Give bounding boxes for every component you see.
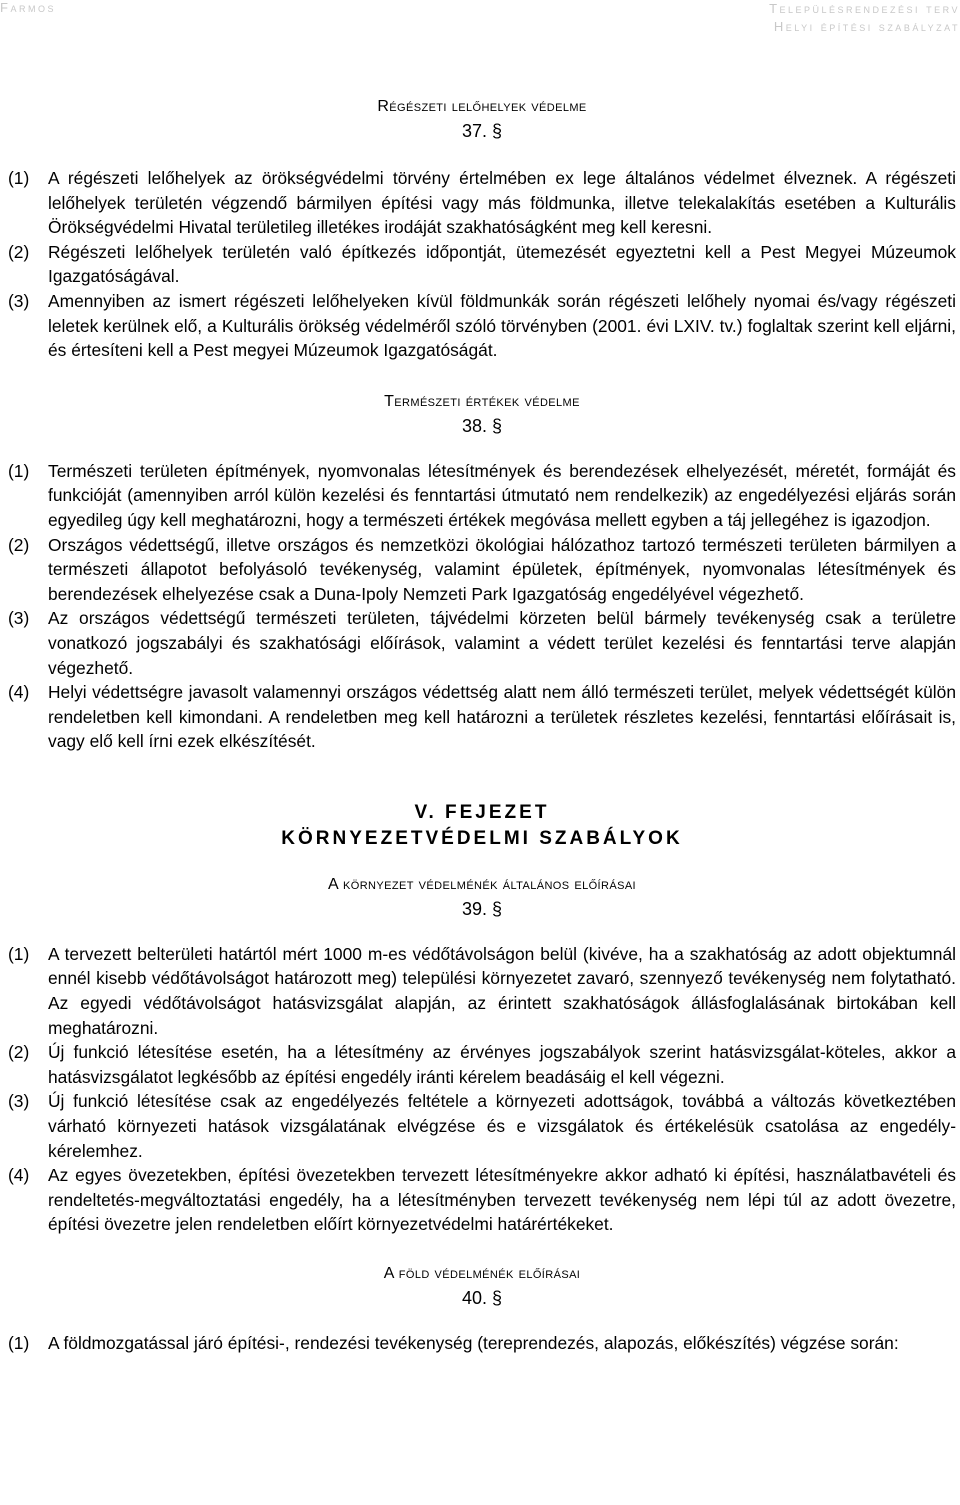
paragraph-text: Országos védettségű, illetve országos és nemzetközi ökológiai hálózathoz tartozó természeti területen bármilyen a természeti állapotot befolyásoló tevékenység, valamint épületek, építmények, nyomvonalas létesítmények és berendezések elhelyezése csak a Duna-Ipoly Nemzeti Park Igazgatóság engedélyével végezhető. xyxy=(48,534,956,604)
section-title-37: Régészeti lelőhelyek védelme xyxy=(377,98,587,115)
paragraph-38-3 xyxy=(8,606,956,680)
running-header-title: Településrendezési terv xyxy=(769,1,960,16)
paragraph-number: (4) xyxy=(8,682,30,703)
paragraph-37-2 xyxy=(8,240,956,289)
running-header-right xyxy=(769,0,960,34)
paragraph-number: (1) xyxy=(8,943,30,964)
section-title-40: A föld védelménék előírásai xyxy=(383,1265,581,1282)
section-number-38: 38. § xyxy=(461,415,503,436)
running-header-subtitle: Helyi építési szabályzat xyxy=(773,19,960,34)
section-title-38: Természeti értékek védelme xyxy=(384,392,580,410)
chapter-number: V. FEJEZET xyxy=(414,801,550,823)
paragraph-text: A régészeti lelőhelyek az örökségvédelmi törvény értelmében ex lege általános védelmet élveznek. A régészeti lelőhelyek területén végzendő bármilyen építési vagy más földmunka, illetve telekalakítás esetében a Kulturális Örökségvédelmi Hivatal területileg illetékes irodáját szakhatóságként meg kell keresni. xyxy=(48,168,956,238)
paragraph-37-3 xyxy=(8,289,956,363)
paragraph-39-4 xyxy=(8,1163,956,1237)
chapter-title: KÖRNYEZETVÉDELMI SZABÁLYOK xyxy=(281,827,683,849)
paragraph-text: Az országos védettségű természeti területen, tájvédelmi körzeten belül bármely tevékenység csak a területre vonatkozó jogszabályi és szakhatósági előírások, valamint a védett terület kezelési és fenntartási terve alapján végezhető. xyxy=(48,608,956,678)
document-body xyxy=(8,96,956,1356)
paragraph-39-3 xyxy=(8,1089,956,1163)
paragraph-text: Helyi védettségre javasolt valamennyi országos védettség alatt nem álló természeti terület, melyek védettségét külön rendeletben kell kimondani. A rendeletben meg kell határozni a területek részletes kezelési, fenntartási előírásait is, vagy elő kell írni ezek elkészítését. xyxy=(48,682,956,752)
paragraph-number: (1) xyxy=(8,460,30,481)
section-number-39: 39. § xyxy=(461,898,503,919)
paragraph-number: (3) xyxy=(8,1091,30,1112)
section-number-37: 37. § xyxy=(461,121,503,141)
section-title-39: A környezet védelménék általános előírásai xyxy=(327,875,637,893)
paragraph-number: (2) xyxy=(8,241,30,262)
paragraph-text: Új funkció létesítése esetén, ha a létesítmény az érvényes jogszabályok szerint hatásvizsgálat-köteles, akkor a hatásvizsgálatot legkésőbb az építési engedély iránti kérelem beadásáig el kell végezni. xyxy=(48,1042,956,1087)
paragraph-number: (3) xyxy=(8,608,30,629)
paragraph-38-1 xyxy=(8,459,956,533)
section-number-40: 40. § xyxy=(461,1288,503,1308)
paragraph-text: Új funkció létesítése csak az engedélyezés feltétele a környezeti adottságok, továbbá a változás következtében várható környezeti hatások vizsgálatának elvégzése és e vizsgálatok és értékelésük csatolása az engedély-kérelemhez. xyxy=(48,1091,956,1161)
paragraph-text: Természeti területen építmények, nyomvonalas létesítmények és berendezések elhelyezését, méretét, formáját és funkcióját (amennyiben arról külön kezelési és fenntartási útmutató nem rendelkezik) az engedélyezési eljárás során egyedileg úgy kell meghatározni, hogy a természeti értékek megóvása mellett egyben a táj jellegéhez is igazodjon. xyxy=(48,460,956,530)
paragraph-text: Régészeti lelőhelyek területén való építkezés időpontját, ütemezését egyeztetni kell a Pest Megyei Múzeumok Igazgatóságával. xyxy=(48,241,956,287)
paragraph-number: (2) xyxy=(8,534,30,555)
running-header-left: Farmos xyxy=(0,0,56,15)
paragraph-38-4 xyxy=(8,680,956,754)
paragraph-37-1 xyxy=(8,166,956,240)
paragraph-39-2 xyxy=(8,1040,956,1089)
paragraph-number: (2) xyxy=(8,1042,30,1063)
paragraph-40-1 xyxy=(8,1331,956,1356)
paragraph-number: (3) xyxy=(8,290,30,311)
paragraph-text: A tervezett belterületi határtól mért 1000 m-es védőtávolságon belül (kivéve, ha a szakhatóság az adott objektumnál ennél kisebb védőtávolságot határozott meg) települési környezetet zavaró, szennyező tevékenység nem folytatható. Az egyedi védőtávolságot hatásvizsgálat alapján, az érintett szakhatóságok állásfoglalásának birtokában kell meghatározni. xyxy=(48,943,956,1038)
paragraph-text: Az egyes övezetekben, építési övezetekben tervezett létesítményekre akkor adható ki építési, használatbavételi és rendeltetés-megváltoztatási engedély, ha a létesítményben tervezett tevékenység nem lépi túl az adott övezetre, építési övezetre jelen rendeletben előírt környezetvédelmi határértékeket. xyxy=(48,1165,956,1235)
paragraph-39-1 xyxy=(8,942,956,1040)
paragraph-38-2 xyxy=(8,533,956,607)
paragraph-text: A földmozgatással járó építési-, rendezési tevékenység (tereprendezés, alapozás, előkészítés) végzése során: xyxy=(48,1333,899,1353)
paragraph-text: Amennyiben az ismert régészeti lelőhelyeken kívül földmunkák során régészeti lelőhely nyomai és/vagy régészeti leletek kerülnek elő, a Kulturális örökség védelméről szóló törvényben (2001. évi LXIV. tv.) foglaltak szerint kell eljárni, és értesíteni kell a Pest megyei Múzeumok Igazgatóságát. xyxy=(48,290,956,361)
paragraph-number: (1) xyxy=(8,168,30,188)
paragraph-number: (1) xyxy=(8,1333,30,1353)
paragraph-number: (4) xyxy=(8,1165,30,1186)
